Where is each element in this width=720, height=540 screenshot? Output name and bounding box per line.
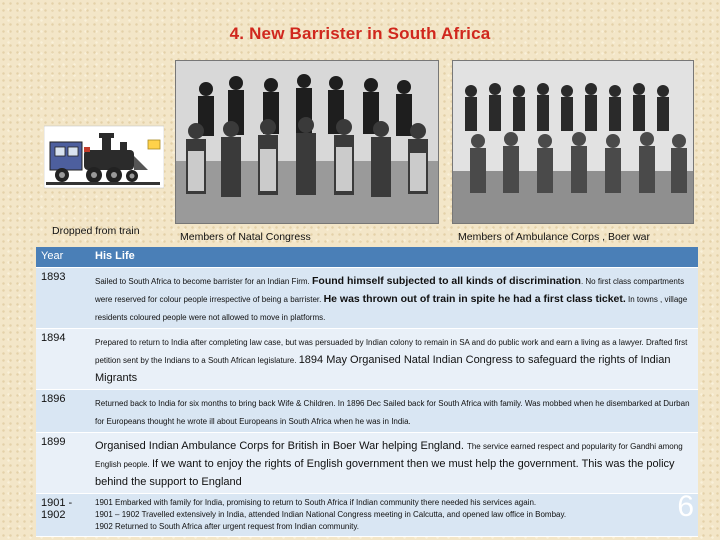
table-body bbox=[36, 268, 698, 537]
table-header-row bbox=[36, 247, 698, 268]
page-number: 6 bbox=[677, 490, 694, 523]
life-event-text: 1902 Returned to South Africa after urgent request from Indian community. bbox=[95, 522, 359, 531]
life-event-text: Found himself subjected to all kinds of discrimination bbox=[312, 275, 581, 287]
life-event-cell bbox=[90, 390, 698, 433]
life-event-cell bbox=[90, 433, 698, 494]
train-illustration bbox=[44, 120, 164, 192]
year-cell: 1899 bbox=[36, 433, 90, 494]
train-caption: Dropped from train bbox=[52, 225, 140, 237]
life-event-cell bbox=[90, 329, 698, 390]
life-event-text: . No first class compartments were reserved for colour people irrespective of being a barrister. bbox=[95, 277, 685, 304]
life-event-text: He was thrown out of train in spite he had a first class ticket. bbox=[323, 293, 626, 305]
life-event-text: Prepared to return to India after completing law case, but was persuaded by Indian colony to remain in SA and do public work and earn a living as a lawyer. Drafted first petition sent by the Indians to a South African legislature. bbox=[95, 338, 688, 365]
year-column-header: Year bbox=[36, 247, 90, 268]
life-event-text: 1901 Embarked with family for India, promising to return to South Africa if Indian community there needed his services again. bbox=[95, 498, 537, 507]
table-row bbox=[36, 268, 698, 329]
table-row bbox=[36, 329, 698, 390]
life-event-text: 1901 – 1902 Travelled extensively in India, attended Indian National Congress meeting in Calcutta, and opened law office in Bombay. bbox=[95, 510, 567, 519]
life-event-cell bbox=[90, 268, 698, 329]
table-row bbox=[36, 494, 698, 537]
natal-congress-photo bbox=[175, 60, 439, 224]
year-cell: 1901 - 1902 bbox=[36, 494, 90, 537]
life-event-text: Returned back to India for six months to bring back Wife & Children. In 1896 Dec Sailed back for South Africa with family. Was mobbed when he disembarked at Durban for Europeans thought he wrote ill about Europeans in South Africa when he was in India. bbox=[95, 399, 690, 426]
life-event-text: In towns , village residents coloured people were not allowed to move in platforms. bbox=[95, 295, 688, 322]
year-cell: 1893 bbox=[36, 268, 90, 329]
life-event-text: 1894 May Organised Natal Indian Congress to safeguard the rights of Indian Migrants bbox=[95, 354, 671, 384]
table-row bbox=[36, 433, 698, 494]
year-cell: 1896 bbox=[36, 390, 90, 433]
natal-congress-caption: Members of Natal Congress bbox=[180, 231, 311, 243]
life-event-text: Sailed to South Africa to become barrister for an Indian Firm. bbox=[95, 277, 312, 286]
year-cell: 1894 bbox=[36, 329, 90, 390]
life-event-cell bbox=[90, 494, 698, 537]
ambulance-corps-photo bbox=[452, 60, 694, 224]
life-timeline-table bbox=[36, 247, 698, 537]
life-event-text: The service earned respect and popularity for Gandhi among English people. bbox=[95, 442, 683, 469]
table-row bbox=[36, 390, 698, 433]
ambulance-corps-caption: Members of Ambulance Corps , Boer war bbox=[458, 231, 650, 243]
life-event-text: Organised Indian Ambulance Corps for British in Boer War helping England. bbox=[95, 440, 467, 452]
slide-title: 4. New Barrister in South Africa bbox=[229, 24, 491, 43]
his-life-column-header: His Life bbox=[90, 247, 698, 268]
life-event-text: If we want to enjoy the rights of English government then we must help the government. This was the policy behind the support to England bbox=[95, 458, 675, 488]
